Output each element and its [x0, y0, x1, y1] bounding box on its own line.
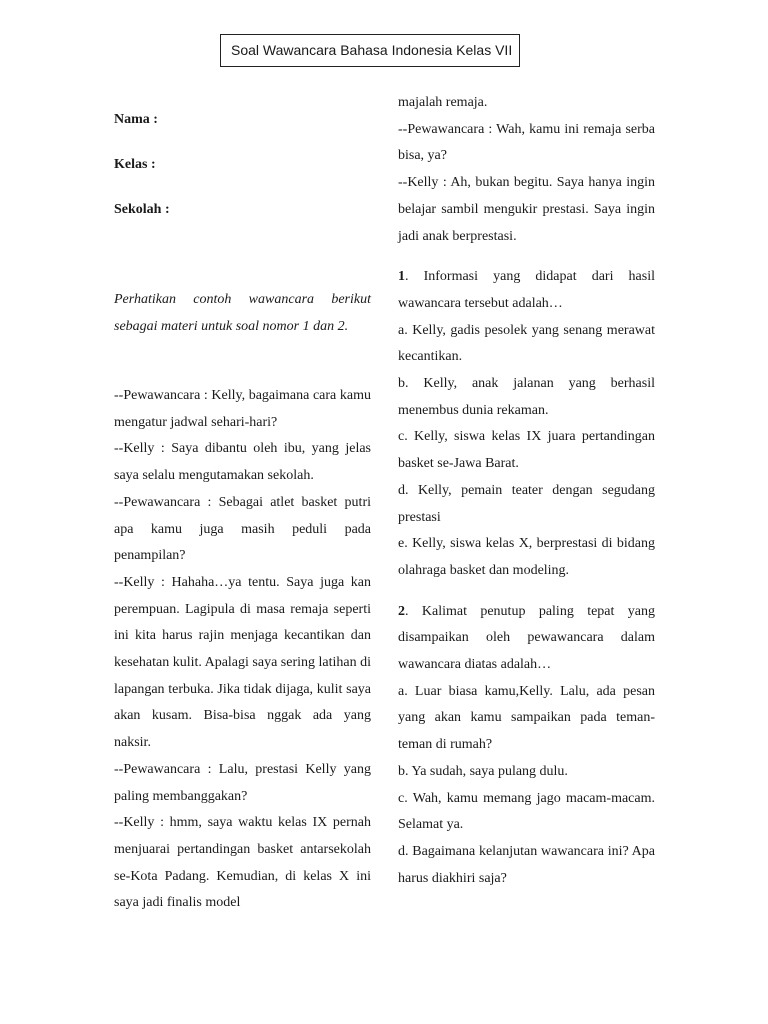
dialogue-line: --Pewawancara : Lalu, prestasi Kelly yang paling membanggakan? — [114, 761, 371, 804]
question-1 — [398, 264, 655, 317]
answer-option: a. Luar biasa kamu,Kelly. Lalu, ada pesan yang akan kamu sampaikan pada teman-teman di rumah? — [398, 683, 655, 753]
document-title: Soal Wawancara Bahasa Indonesia Kelas VII — [220, 34, 520, 67]
question-number: 1 — [398, 269, 405, 285]
answer-option: b. Kelly, anak jalanan yang berhasil menembus dunia rekaman. — [398, 376, 655, 418]
dialogue-line-continued: majalah remaja. — [398, 95, 488, 110]
dialogue-line: --Pewawancara : Sebagai atlet basket putri apa kamu juga masih peduli pada penampilan? — [114, 494, 371, 564]
name-field-label: Nama : — [114, 112, 158, 127]
instruction-paragraph: Perhatikan contoh wawancara berikut sebagai materi untuk soal nomor 1 dan 2. — [114, 292, 371, 334]
dialogue-line: --Kelly : Ah, bukan begitu. Saya hanya ingin belajar sambil mengukir prestasi. Saya ingin jadi anak berprestasi. — [398, 175, 655, 244]
answer-option: e. Kelly, siswa kelas X, berprestasi di bidang olahraga basket dan modeling. — [398, 536, 655, 578]
answer-option: a. Kelly, gadis pesolek yang senang merawat kecantikan. — [398, 322, 655, 365]
answer-option: c. Kelly, siswa kelas IX juara pertandingan basket se-Jawa Barat. — [398, 429, 655, 472]
school-field-label: Sekolah : — [114, 202, 170, 217]
dialogue-line: --Kelly : Hahaha…ya tentu. Saya juga kan perempuan. Lagipula di masa remaja seperti ini kita harus rajin menjaga kecantikan dan kesehatan kulit. Apalagi saya sering latihan di lapangan terbuka. Jika tidak dijaga, kulit saya akan kusam. Bisa-bisa nggak ada yang naksir. — [114, 574, 371, 751]
class-field-label: Kelas : — [114, 157, 156, 172]
question-number: 2 — [398, 603, 405, 619]
dialogue-line: --Kelly : hmm, saya waktu kelas IX pernah menjuarai pertandingan basket antarsekolah se-Kota Padang. Kemudian, di kelas X ini saya jadi finalis model — [114, 815, 371, 911]
dialogue-line: --Pewawancara : Wah, kamu ini remaja serba bisa, ya? — [398, 121, 655, 164]
question-text: . Kalimat penutup paling tepat yang disampaikan oleh pewawancara dalam wawancara diatas adalah… — [398, 603, 655, 673]
answer-option: b. Ya sudah, saya pulang dulu. — [398, 763, 568, 779]
content-column-right — [398, 90, 655, 892]
dialogue-line: --Kelly : Saya dibantu oleh ibu, yang jelas saya selalu mengutamakan sekolah. — [114, 441, 371, 484]
answer-option: c. Wah, kamu memang jago macam-macam. Selamat ya. — [398, 790, 655, 833]
question-text: . Informasi yang didapat dari hasil wawancara tersebut adalah… — [398, 269, 655, 311]
answer-option: d. Bagaimana kelanjutan wawancara ini? Apa harus diakhiri saja? — [398, 843, 655, 886]
question-2 — [398, 599, 655, 679]
instruction-text — [114, 286, 371, 340]
dialogue-column-left — [114, 383, 371, 917]
answer-option: d. Kelly, pemain teater dengan segudang prestasi — [398, 482, 655, 525]
dialogue-line: --Pewawancara : Kelly, bagaimana cara kamu mengatur jadwal sehari-hari? — [114, 388, 371, 430]
